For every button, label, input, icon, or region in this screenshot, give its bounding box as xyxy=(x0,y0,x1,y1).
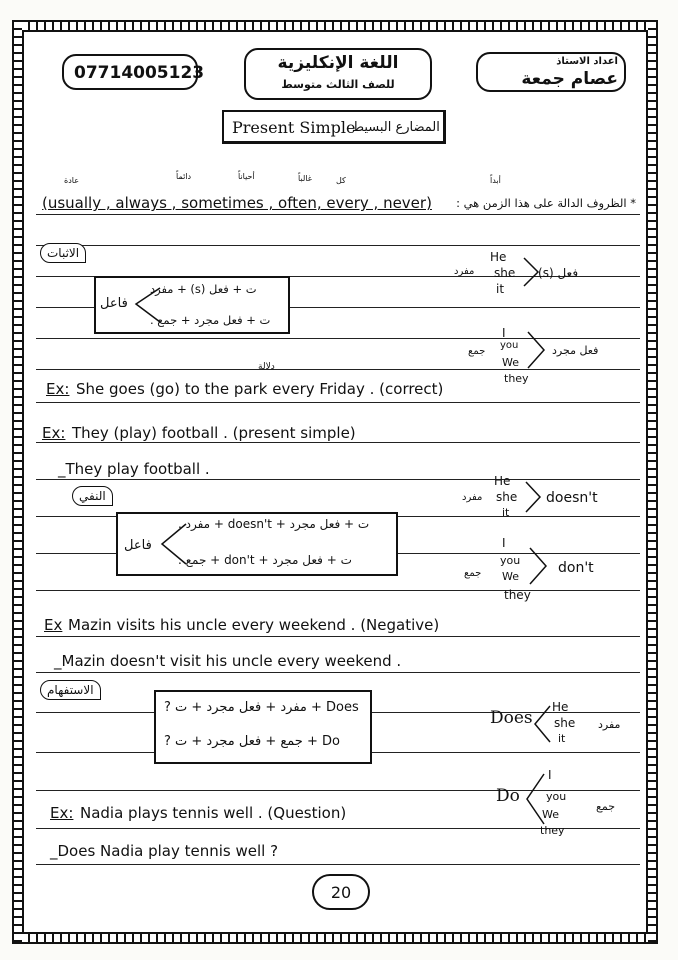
q-do-word: Do xyxy=(496,786,520,806)
neg-pl-i: I xyxy=(502,536,506,550)
gloss-every: كل xyxy=(336,176,346,185)
lesson-title-ar: المضارع البسيط xyxy=(352,120,440,135)
ruled-line xyxy=(36,245,640,246)
ex1-prefix: Ex: xyxy=(46,380,70,398)
aff-pl-they: they xyxy=(504,372,529,385)
section-label-question: الاستفهام xyxy=(40,680,101,700)
author-label: اعداد الاستاذ xyxy=(556,56,618,67)
question-rule-do: Do + جمع + فعل مجرد + ت ? xyxy=(164,734,340,749)
ex2-prefix: Ex: xyxy=(42,424,66,442)
aff-sg-he: He xyxy=(490,250,507,264)
affirmative-subject: فاعل xyxy=(100,296,128,311)
ex3-prefix: Ex xyxy=(44,616,63,634)
grade-label: للصف الثالث متوسط xyxy=(281,78,395,91)
subject-title: اللغة الإنكليزية xyxy=(277,53,399,73)
negative-subject: فاعل xyxy=(124,538,152,553)
q-sg-label: مفرد xyxy=(598,718,621,731)
ex2-text: They (play) football . (present simple) xyxy=(72,424,356,442)
q-does-word: Does xyxy=(490,708,533,728)
neg-pl-they: they xyxy=(504,588,531,602)
ruled-line xyxy=(36,479,640,480)
adverbs-list: (usually , always , sometimes , often, every , never) xyxy=(42,194,432,212)
section-label-affirmative: الاثبات xyxy=(40,243,86,263)
neg-sg-he: He xyxy=(494,474,511,488)
aff-sg-label: مفرد xyxy=(454,266,475,277)
neg-sg-label: مفرد xyxy=(462,492,483,503)
aff-pl-you: you xyxy=(500,340,519,351)
ex3-text: Mazin visits his uncle every weekend . (Negative) xyxy=(68,616,440,634)
neg-sg-it: it xyxy=(502,506,510,519)
phone-number: 07714005123 xyxy=(74,63,205,83)
gloss-often: غالباً xyxy=(298,174,312,183)
ruled-line xyxy=(36,442,640,443)
lesson-title-box xyxy=(222,110,446,144)
ruled-line xyxy=(36,402,640,403)
affirmative-plural-rule: ت + فعل مجرد + جمع . xyxy=(150,313,271,327)
neg-pl-arrow xyxy=(528,546,550,586)
section-label-negative: النفي xyxy=(72,486,113,506)
lesson-title-en: Present Simple xyxy=(232,118,356,137)
frame-border-top xyxy=(14,22,656,30)
q-sg-she: she xyxy=(554,716,576,730)
ruled-line xyxy=(36,672,640,673)
affirmative-singular-rule: ت + فعل (s) + مفرد xyxy=(150,282,257,296)
ruled-line xyxy=(36,864,640,865)
frame-border-right xyxy=(648,22,656,942)
neg-sg-aux: doesn't xyxy=(546,490,598,506)
aff-pl-i: I xyxy=(502,326,506,340)
q-sg-it: it xyxy=(558,732,566,745)
author-name: عصام جمعة xyxy=(521,69,618,89)
q-pl-you: you xyxy=(546,790,567,803)
neg-sg-she: she xyxy=(496,490,518,504)
author-box xyxy=(476,52,626,92)
subject-box xyxy=(244,48,432,100)
aff-sg-it: it xyxy=(496,282,505,296)
adverbs-intro: * الظروف الدالة على هذا الزمن هي : xyxy=(456,196,636,210)
ruled-line xyxy=(36,369,640,370)
gloss-sometimes: أحياناً xyxy=(238,172,255,181)
ex1-text: She goes (go) to the park every Friday . (correct) xyxy=(76,380,444,398)
neg-pl-aux: don't xyxy=(558,560,594,576)
q-sg-bracket xyxy=(532,704,552,744)
neg-pl-we: We xyxy=(502,570,519,583)
page-number-box xyxy=(312,874,370,910)
q-pl-label: جمع xyxy=(596,800,616,813)
question-rule-does: Does + مفرد + فعل مجرد + ت ? xyxy=(164,700,359,715)
neg-pl-you: you xyxy=(500,554,521,567)
gloss-never: أبداً xyxy=(490,176,501,185)
q-pl-i: I xyxy=(548,768,552,782)
ruled-line xyxy=(36,590,640,591)
gloss-usually: عادة xyxy=(64,176,79,185)
q-pl-we: We xyxy=(542,808,559,821)
ex3-answer: _Mazin doesn't visit his uncle every weekend . xyxy=(54,652,402,670)
aff-sg-she: she xyxy=(494,266,516,280)
ruled-line xyxy=(36,636,640,637)
aff-pl-verb: فعل مجرد xyxy=(552,344,599,357)
q-pl-they: they xyxy=(540,824,565,837)
negative-singular-rule: ت + فعل مجرد + doesn't + مفرد . xyxy=(178,517,370,531)
aff-pl-label: جمع xyxy=(468,346,486,357)
ex4-prefix: Ex: xyxy=(50,804,74,822)
negative-plural-rule: ت + فعل مجرد + don't + جمع . xyxy=(178,553,352,567)
phone-box xyxy=(62,54,205,90)
ruled-line xyxy=(36,338,640,339)
neg-sg-arrow xyxy=(524,480,544,514)
aff-pl-arrow xyxy=(526,330,548,370)
aff-pl-we: We xyxy=(502,356,519,369)
ex2-answer: _They play football . xyxy=(58,460,210,478)
ruled-line xyxy=(36,214,640,215)
page-number: 20 xyxy=(330,883,352,902)
frame-border-bottom xyxy=(14,934,656,942)
aff-sg-verb: فعل (s) xyxy=(538,266,579,280)
frame-border-left xyxy=(14,22,22,942)
q-sg-he: He xyxy=(552,700,569,714)
neg-pl-label: جمع xyxy=(464,568,482,579)
gloss-always: دائماً xyxy=(176,172,192,181)
ex4-text: Nadia plays tennis well . (Question) xyxy=(80,804,347,822)
ex1-note: دلالة xyxy=(258,362,275,372)
ex4-answer: _Does Nadia play tennis well ? xyxy=(50,842,279,860)
